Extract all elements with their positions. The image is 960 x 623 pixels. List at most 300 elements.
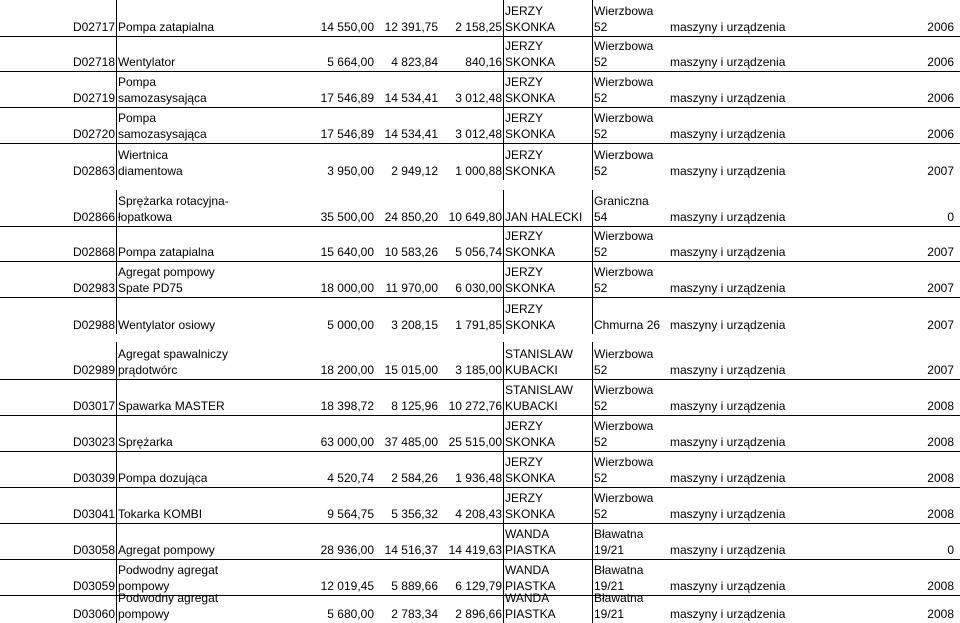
cell-owner-line: SKONKA: [505, 164, 556, 178]
cell-code-line: D03060: [72, 607, 115, 621]
cell-year-line: 2007: [927, 164, 954, 178]
cell-addr-line: [594, 301, 660, 317]
cell-name-line: Wiertnica: [118, 148, 169, 162]
cell-cat: [670, 560, 840, 595]
cell-code: [60, 380, 115, 415]
cell-v2-line: 37 485,00: [384, 435, 438, 449]
cell-cat-line: maszyny i urządzenia: [670, 281, 786, 295]
column-divider: [116, 227, 117, 261]
cell-name: [118, 190, 278, 226]
column-divider: [116, 37, 117, 71]
cell-v3-line: 3 012,48: [455, 127, 502, 141]
cell-v1: [280, 37, 374, 71]
cell-cat: [670, 227, 840, 261]
cell-year: [850, 262, 954, 297]
cell-owner-line: JERZY: [505, 265, 544, 279]
cell-v2: [376, 108, 438, 143]
cell-addr-line: 52: [594, 245, 608, 259]
table-row: [0, 591, 960, 623]
cell-cat: [670, 416, 840, 451]
cell-owner-line: JERZY: [505, 111, 544, 125]
cell-cat: [670, 144, 840, 180]
cell-v1: [280, 416, 374, 451]
cell-addr-line: Graniczna: [594, 194, 649, 208]
cell-name-line: samozasysająca: [118, 91, 207, 105]
column-divider: [592, 144, 593, 180]
cell-cat: [670, 72, 840, 107]
cell-v3: [440, 596, 502, 623]
cell-v1: [280, 262, 374, 297]
column-divider: [116, 262, 117, 297]
cell-name-line: Spawarka MASTER: [118, 399, 225, 413]
cell-addr: [594, 0, 660, 36]
column-divider: [503, 144, 504, 180]
cell-addr-line: 19/21: [594, 579, 625, 593]
cell-v2: [376, 0, 438, 36]
cell-owner: [505, 452, 591, 487]
cell-owner-line: STANISLAW: [505, 347, 574, 361]
cell-v3-line: 14 419,63: [448, 543, 502, 557]
cell-owner: [505, 190, 591, 226]
cell-v3-line: 4 208,43: [455, 507, 502, 521]
column-divider: [116, 108, 117, 143]
cell-code-line: D03017: [72, 399, 115, 413]
cell-v3: [440, 37, 502, 71]
cell-code-line: D03039: [72, 471, 115, 485]
cell-v1-line: 12 019,45: [320, 579, 374, 593]
cell-year: [850, 488, 954, 523]
table-row: [0, 108, 960, 144]
column-divider: [503, 452, 504, 487]
cell-name: [118, 144, 278, 180]
cell-owner-line: KUBACKI: [505, 363, 558, 377]
cell-owner-line: SKONKA: [505, 435, 556, 449]
cell-v2: [376, 596, 438, 623]
cell-cat: [670, 596, 840, 623]
cell-owner-line: SKONKA: [505, 55, 556, 69]
cell-v2-line: 4 823,84: [391, 55, 438, 69]
cell-owner: [505, 108, 591, 143]
cell-year-line: 2007: [927, 318, 954, 332]
table-row: [0, 190, 960, 227]
cell-v1: [280, 380, 374, 415]
cell-v3: [440, 452, 502, 487]
cell-owner-line: PIASTKA: [505, 543, 556, 557]
cell-code-line: D02866: [72, 210, 115, 224]
cell-code: [60, 298, 115, 334]
cell-v1: [280, 144, 374, 180]
cell-v3-line: 25 515,00: [448, 435, 502, 449]
table-row: [0, 0, 960, 37]
cell-v2: [376, 560, 438, 595]
cell-year-line: 2007: [927, 281, 954, 295]
column-divider: [592, 72, 593, 107]
cell-year-line: 0: [947, 543, 954, 557]
cell-addr-line: 52: [594, 435, 608, 449]
cell-v3-line: 10 649,80: [448, 210, 502, 224]
cell-addr-line: Wierzbowa: [594, 39, 654, 53]
cell-v1: [280, 298, 374, 334]
cell-owner-line: SKONKA: [505, 318, 556, 332]
cell-addr-line: 52: [594, 55, 608, 69]
cell-owner-line: JERZY: [505, 302, 544, 316]
cell-addr-line: Wierzbowa: [594, 347, 654, 361]
cell-addr-line: Wierzbowa: [594, 4, 654, 18]
cell-addr: [594, 380, 660, 415]
cell-owner-line: SKONKA: [505, 281, 556, 295]
column-divider: [592, 190, 593, 226]
cell-addr-line: Wierzbowa: [594, 75, 654, 89]
cell-year: [850, 524, 954, 559]
column-divider: [503, 190, 504, 226]
cell-name-line: Sprężarka: [118, 435, 173, 449]
column-divider: [503, 0, 504, 36]
cell-owner-line: SKONKA: [505, 245, 556, 259]
cell-name: [118, 72, 278, 107]
cell-name-line: Wentylator osiowy: [118, 318, 216, 332]
column-divider: [116, 416, 117, 451]
cell-owner: [505, 298, 591, 334]
column-divider: [116, 72, 117, 107]
column-divider: [592, 596, 593, 623]
cell-owner: [505, 416, 591, 451]
cell-name-line: Pompa zatapialna: [118, 20, 215, 34]
cell-addr: [594, 342, 660, 379]
cell-addr: [594, 488, 660, 523]
cell-owner-line: JERZY: [505, 75, 544, 89]
cell-name-line: pompowy: [118, 579, 170, 593]
column-divider: [592, 452, 593, 487]
cell-owner-line: JERZY: [505, 491, 544, 505]
column-divider: [503, 416, 504, 451]
cell-year: [850, 227, 954, 261]
cell-code: [60, 190, 115, 226]
cell-year: [850, 108, 954, 143]
cell-v2: [376, 144, 438, 180]
cell-v1-line: 4 520,74: [327, 471, 374, 485]
cell-code-line: D02989: [72, 363, 115, 377]
cell-addr-line: 52: [594, 164, 608, 178]
cell-code: [60, 342, 115, 379]
cell-addr-line: Wierzbowa: [594, 491, 654, 505]
cell-year-line: 2008: [927, 607, 954, 621]
cell-cat-line: maszyny i urządzenia: [670, 91, 786, 105]
cell-addr-line: 52: [594, 281, 608, 295]
cell-name-line: Spate PD75: [118, 281, 183, 295]
cell-addr-line: Wierzbowa: [594, 383, 654, 397]
cell-owner: [505, 0, 591, 36]
cell-v2: [376, 298, 438, 334]
cell-name-line: łopatkowa: [118, 210, 173, 224]
cell-code: [60, 0, 115, 36]
cell-year: [850, 0, 954, 36]
cell-v2: [376, 72, 438, 107]
cell-code-line: D02983: [72, 281, 115, 295]
cell-v2-line: 14 516,37: [384, 543, 438, 557]
cell-v3: [440, 0, 502, 36]
column-divider: [116, 452, 117, 487]
cell-name-line: Agregat spawalniczy: [118, 347, 229, 361]
cell-owner: [505, 380, 591, 415]
cell-owner-line: JAN HALECKI: [505, 210, 583, 224]
cell-addr: [594, 72, 660, 107]
cell-v3: [440, 298, 502, 334]
cell-v1-line: 63 000,00: [320, 435, 374, 449]
cell-name-line: Pompa zatapialna: [118, 245, 215, 259]
cell-v2-line: 3 208,15: [391, 318, 438, 332]
cell-addr: [594, 591, 660, 623]
column-divider: [503, 37, 504, 71]
cell-v2: [376, 227, 438, 261]
cell-code-line: D02863: [72, 164, 115, 178]
cell-owner: [505, 524, 591, 559]
cell-name: [118, 488, 278, 523]
cell-addr: [594, 298, 660, 334]
cell-v1: [280, 190, 374, 226]
cell-v1: [280, 560, 374, 595]
cell-addr-line: 19/21: [594, 607, 625, 621]
column-divider: [592, 524, 593, 559]
table-row: [0, 227, 960, 262]
cell-name-line: prądotwórc: [118, 363, 178, 377]
cell-code-line: D03023: [72, 435, 115, 449]
cell-code-line: D03058: [72, 543, 115, 557]
column-divider: [116, 596, 117, 623]
cell-owner-line: STANISLAW: [505, 383, 574, 397]
column-divider: [592, 108, 593, 143]
cell-owner-line: SKONKA: [505, 20, 556, 34]
cell-owner-line: [505, 193, 591, 209]
column-divider: [592, 416, 593, 451]
cell-v2-line: 12 391,75: [384, 20, 438, 34]
cell-name-line: diamentowa: [118, 164, 183, 178]
cell-v1-line: 18 000,00: [320, 281, 374, 295]
cell-cat-line: maszyny i urządzenia: [670, 210, 786, 224]
cell-name-line: Podwodny agregat: [118, 563, 219, 577]
cell-addr-line: Bławatna: [594, 591, 644, 605]
cell-owner: [505, 72, 591, 107]
cell-code: [60, 227, 115, 261]
cell-year: [850, 342, 954, 379]
cell-name: [118, 452, 278, 487]
cell-owner-line: WANDA: [505, 591, 550, 605]
cell-name-line: Agregat pompowy: [118, 543, 215, 557]
cell-cat: [670, 298, 840, 334]
column-divider: [503, 380, 504, 415]
cell-addr: [594, 452, 660, 487]
cell-year: [850, 298, 954, 334]
cell-v1-line: 35 500,00: [320, 210, 374, 224]
cell-name-line: Pompa dozująca: [118, 471, 208, 485]
cell-year: [850, 416, 954, 451]
cell-v1-line: 5 000,00: [327, 318, 374, 332]
cell-addr: [594, 144, 660, 180]
column-divider: [503, 262, 504, 297]
cell-code-line: D03059: [72, 579, 115, 593]
column-divider: [503, 596, 504, 623]
column-divider: [503, 298, 504, 334]
column-divider: [592, 262, 593, 297]
column-divider: [503, 560, 504, 595]
cell-code: [60, 596, 115, 623]
cell-addr-line: 52: [594, 399, 608, 413]
cell-year-line: 2008: [927, 579, 954, 593]
cell-v3-line: 6 030,00: [455, 281, 502, 295]
cell-v3-line: 3 185,00: [455, 363, 502, 377]
cell-v1: [280, 227, 374, 261]
cell-v2-line: 8 125,96: [391, 399, 438, 413]
cell-v2: [376, 524, 438, 559]
cell-year-line: 2006: [927, 91, 954, 105]
cell-name-line: samozasysająca: [118, 127, 207, 141]
cell-owner-line: SKONKA: [505, 507, 556, 521]
cell-v2-line: 2 584,26: [391, 471, 438, 485]
table-row: [0, 488, 960, 524]
column-divider: [592, 380, 593, 415]
cell-v3: [440, 190, 502, 226]
cell-code-line: D02717: [72, 20, 115, 34]
cell-addr-line: 52: [594, 20, 608, 34]
cell-addr-line: 52: [594, 363, 608, 377]
cell-v1: [280, 524, 374, 559]
cell-addr-line: Wierzbowa: [594, 265, 654, 279]
cell-v1-line: 15 640,00: [320, 245, 374, 259]
cell-year: [850, 560, 954, 595]
cell-addr: [594, 37, 660, 71]
cell-v2-line: 15 015,00: [384, 363, 438, 377]
cell-name: [118, 0, 278, 36]
cell-year-line: 2008: [927, 507, 954, 521]
cell-year: [850, 596, 954, 623]
cell-addr-line: Wierzbowa: [594, 455, 654, 469]
cell-name: [118, 591, 278, 623]
cell-addr: [594, 262, 660, 297]
cell-year: [850, 190, 954, 226]
cell-cat: [670, 452, 840, 487]
cell-year-line: 2007: [927, 363, 954, 377]
cell-v2: [376, 380, 438, 415]
cell-addr-line: Bławatna: [594, 527, 644, 541]
cell-cat-line: maszyny i urządzenia: [670, 543, 786, 557]
cell-v3: [440, 488, 502, 523]
cell-cat: [670, 488, 840, 523]
cell-owner-line: JERZY: [505, 148, 544, 162]
cell-v2-line: 5 356,32: [391, 507, 438, 521]
cell-cat-line: maszyny i urządzenia: [670, 127, 786, 141]
table-row: [0, 298, 960, 334]
cell-name-line: Tokarka KOMBI: [118, 507, 203, 521]
column-divider: [116, 298, 117, 334]
cell-code-line: D02988: [72, 318, 115, 332]
cell-name: [118, 298, 278, 334]
cell-cat: [670, 262, 840, 297]
cell-cat: [670, 37, 840, 71]
cell-name: [118, 524, 278, 559]
cell-year-line: 2006: [927, 127, 954, 141]
column-divider: [503, 108, 504, 143]
cell-year-line: 2008: [927, 435, 954, 449]
cell-addr: [594, 416, 660, 451]
cell-v3-line: 3 012,48: [455, 91, 502, 105]
cell-code-line: D03041: [72, 507, 115, 521]
cell-v1-line: 14 550,00: [320, 20, 374, 34]
cell-code: [60, 37, 115, 71]
cell-v3-line: 840,16: [465, 55, 502, 69]
cell-code: [60, 72, 115, 107]
cell-name-line: Agregat pompowy: [118, 265, 215, 279]
cell-addr-line: Wierzbowa: [594, 229, 654, 243]
cell-owner-line: PIASTKA: [505, 607, 556, 621]
cell-owner: [505, 342, 591, 379]
column-divider: [116, 0, 117, 36]
cell-v2-line: 24 850,20: [384, 210, 438, 224]
cell-v2-line: 2 783,34: [391, 607, 438, 621]
cell-cat-line: maszyny i urządzenia: [670, 607, 786, 621]
cell-v2: [376, 452, 438, 487]
cell-addr-line: 52: [594, 91, 608, 105]
cell-name: [118, 262, 278, 297]
cell-addr-line: 19/21: [594, 543, 625, 557]
cell-code-line: D02718: [72, 55, 115, 69]
cell-addr-line: Wierzbowa: [594, 111, 654, 125]
cell-cat-line: maszyny i urządzenia: [670, 20, 786, 34]
cell-code: [60, 488, 115, 523]
column-divider: [116, 380, 117, 415]
column-divider: [592, 227, 593, 261]
cell-v1: [280, 452, 374, 487]
cell-v3: [440, 416, 502, 451]
cell-owner-line: JERZY: [505, 229, 544, 243]
cell-v3: [440, 108, 502, 143]
table-row: [0, 524, 960, 560]
cell-owner-line: WANDA: [505, 563, 550, 577]
cell-year-line: 2006: [927, 55, 954, 69]
cell-year: [850, 72, 954, 107]
cell-cat: [670, 342, 840, 379]
cell-v2-line: 14 534,41: [384, 91, 438, 105]
cell-v1: [280, 0, 374, 36]
table-row: [0, 416, 960, 452]
cell-v2-line: 5 889,66: [391, 579, 438, 593]
cell-v3-line: 5 056,74: [455, 245, 502, 259]
cell-owner: [505, 144, 591, 180]
cell-name: [118, 416, 278, 451]
cell-v3-line: 10 272,76: [448, 399, 502, 413]
cell-v3-line: 1 936,48: [455, 471, 502, 485]
cell-cat-line: maszyny i urządzenia: [670, 471, 786, 485]
cell-owner: [505, 488, 591, 523]
cell-addr-line: 52: [594, 127, 608, 141]
cell-cat-line: maszyny i urządzenia: [670, 399, 786, 413]
table-row: [0, 144, 960, 180]
cell-code: [60, 560, 115, 595]
cell-v3: [440, 524, 502, 559]
cell-addr-line: Wierzbowa: [594, 419, 654, 433]
cell-v1: [280, 72, 374, 107]
cell-name: [118, 380, 278, 415]
cell-owner-line: SKONKA: [505, 127, 556, 141]
cell-v3: [440, 262, 502, 297]
cell-v1-line: 17 546,89: [320, 127, 374, 141]
cell-code-line: D02868: [72, 245, 115, 259]
cell-name-line: Pompa: [118, 75, 157, 89]
cell-cat-line: maszyny i urządzenia: [670, 363, 786, 377]
cell-v2: [376, 342, 438, 379]
cell-v3: [440, 144, 502, 180]
cell-cat-line: maszyny i urządzenia: [670, 245, 786, 259]
cell-v1: [280, 108, 374, 143]
column-divider: [592, 0, 593, 36]
